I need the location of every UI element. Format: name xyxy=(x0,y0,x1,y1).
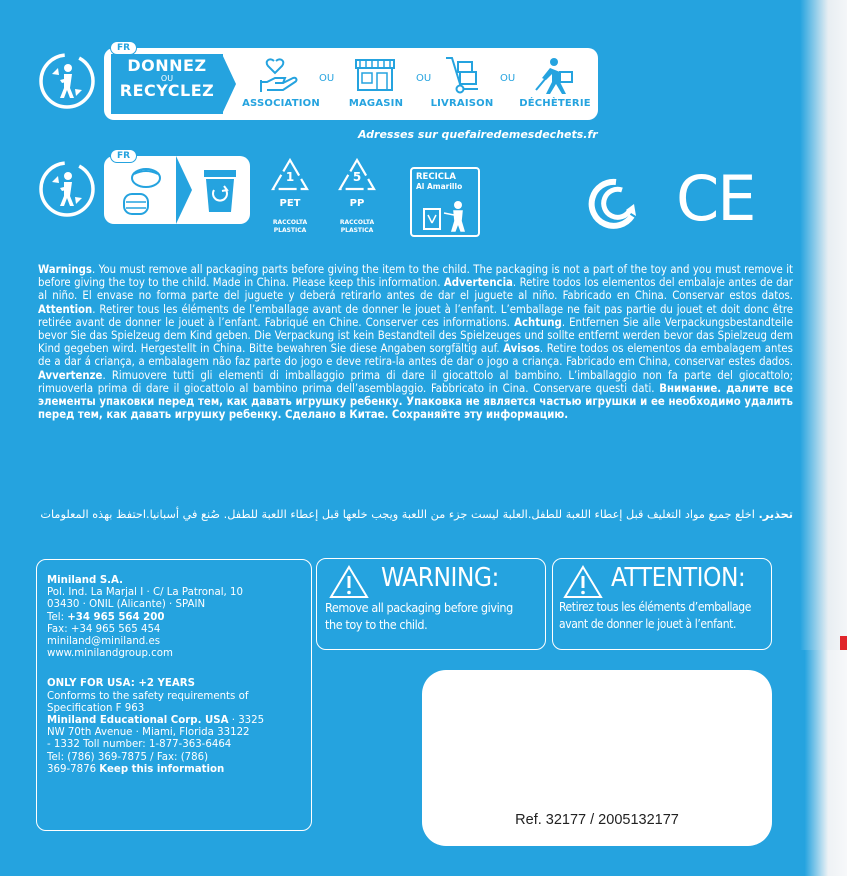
web-line: www.minilandgroup.com xyxy=(47,648,173,660)
attention-line: Retirez tous les éléments d’emballage xyxy=(559,600,751,614)
fr-tag: FR xyxy=(110,149,137,163)
warning-title-fr: Attention xyxy=(38,302,93,316)
warning-text-pt: . Retire todos os elementos da embalagem antes de a dar á criança, a embalagem não faz parte do jogo e deve retira-la antes de dar o jogo a criança. Fabricado em China, conservar estes dados. xyxy=(38,342,793,369)
tel-label: Tel: xyxy=(47,611,68,623)
sorting-box xyxy=(104,151,250,224)
address-line: 03430 · ONIL (Alicante) · SPAIN xyxy=(47,599,206,611)
warning-text-it: . Rimuovere tutti gli elementi di imballaggio prima di dare il giocattolo al bambino. L’imballaggio non fa parte del giocattolo; rimuoverla prima di dare il giocattolo al bambino prima dell’asemblaggio. Fabbricato in Cina. Conservare questi dati. xyxy=(38,368,793,395)
usa-keep: Keep this information xyxy=(99,763,225,775)
warning-title-es: Advertencia xyxy=(443,276,513,290)
warning-text-es: . Retire todos los elementos del embalaje antes de dar al niño. El envase no forma parte del juguete y deberá retirarlo antes de dar el juguete al niño. Fabricado en China. Conservar estos datos. xyxy=(38,276,793,303)
attention-box xyxy=(552,558,772,650)
warnings-paragraph xyxy=(38,263,793,421)
warning-body xyxy=(325,599,545,633)
pet-number: 1 xyxy=(285,170,295,184)
option-label: MAGASIN xyxy=(348,98,404,109)
attention-body xyxy=(559,599,771,633)
pp-label: PP xyxy=(349,198,365,209)
warning-line: Remove all packaging before giving xyxy=(325,600,513,615)
pet-label: PET xyxy=(279,198,301,209)
recycling-center-icon xyxy=(532,54,576,96)
recyclez-text: RECYCLEZ xyxy=(119,81,215,101)
company-name: Miniland S.A. xyxy=(47,575,123,586)
arrow-shape-icon xyxy=(222,54,238,114)
warning-text-fr: . Retirer tous les éléments de l’emballage avant de donner le jouet à l’enfant. L’emballage ne fait pas partie du jouet et doit donc être retirée avant de donner le jouet à l’enfant. Fabriqué en Chine. Conserver ces informations. xyxy=(38,302,793,329)
option-label: DÉCHÈTERIE xyxy=(519,98,591,109)
barcode-label-area xyxy=(422,670,772,846)
attention-line: avant de donner le jouet à l’enfant. xyxy=(559,617,736,631)
recicla-line2: Al Amarillo xyxy=(416,182,463,191)
ou-separator: OU xyxy=(416,73,432,84)
usa-line: - 1332 Toll number: 1-877-363-6464 xyxy=(47,739,232,751)
pet-sub2: PLASTICA xyxy=(273,227,307,234)
recicla-line1: RECICLA xyxy=(416,172,456,182)
adresses-text: Adresses sur quefairedemesdechets.fr xyxy=(358,128,598,141)
person-bin-icon xyxy=(422,199,472,233)
warning-triangle-icon xyxy=(563,565,603,599)
ce-mark: CE xyxy=(676,162,755,235)
usa-title: ONLY FOR USA: +2 YEARS xyxy=(47,678,195,690)
shop-icon xyxy=(352,56,398,94)
ou-separator: OU xyxy=(319,73,335,84)
usa-line: Conforms to the safety requirements of xyxy=(47,690,249,702)
email-line: miniland@miniland.es xyxy=(47,636,161,648)
warning-box xyxy=(316,558,546,650)
warning-title-en: Warnings xyxy=(38,263,92,276)
warning-title-it: Avvertenze xyxy=(38,368,103,382)
usa-company: Miniland Educational Corp. USA xyxy=(47,715,229,727)
product-edge xyxy=(800,0,847,876)
recycling-bin-icon xyxy=(200,166,240,216)
usa-line: Tel: (786) 369-7875 / Fax: (786) xyxy=(47,751,209,763)
hand-heart-icon xyxy=(259,56,301,94)
recycling-symbol-icon xyxy=(582,176,640,230)
warning-text-ru: далите все элементы упаковки перед тем, как давать игрушку ребенку. Упаковка не является частью игрушки и ее необходимо удалить перед тем, как давать игрушку ребенку. Сделано в Китае. Сохраняйте эту информацию. xyxy=(38,381,793,422)
usa-line: 369-7876 xyxy=(47,763,100,775)
recicla-badge xyxy=(410,167,480,237)
pp-sub1: RACCOLTA xyxy=(339,219,375,226)
tel-number: +34 965 564 200 xyxy=(67,611,165,623)
option-label: ASSOCIATION xyxy=(242,98,320,109)
triman-logo-icon xyxy=(38,160,96,218)
pp-sub2: PLASTICA xyxy=(340,227,374,234)
donnez-recyclez-label xyxy=(111,54,223,114)
reference-number: Ref. 32177 / 2005132177 xyxy=(515,812,679,828)
pet-sub1: RACCOLTA xyxy=(272,219,308,226)
warning-arabic xyxy=(38,507,793,522)
donnez-recyclez-box xyxy=(104,43,598,120)
usa-line: Specification F 963 xyxy=(47,702,145,714)
warning-text-de: . Entfernen Sie alle Verpackungsbestandteile bevor Sie das Spielzeug dem Kind geben. Die Verpackung ist kein Bestandteil des Spielzeuges und sollte entfernt werden bevor das Spielzeug dem Kind gegeben wird. Hergestellt in China. Bitte bewahren Sie diese Angaben sorgfältig auf. xyxy=(38,315,793,356)
delivery-icon xyxy=(442,54,482,96)
warning-text-en: . You must remove all packaging parts before giving the item to the child. The packaging is not a part of the toy and you must remove it before giving the toy to the child. Made in China. Please keep this information. xyxy=(38,263,793,290)
edge-shading xyxy=(800,650,847,876)
usa-line: · 3325 xyxy=(228,715,265,727)
attention-title: ATTENTION: xyxy=(611,563,746,593)
triman-logo-icon xyxy=(38,52,96,110)
contact-info xyxy=(47,575,309,776)
warning-line: the toy to the child. xyxy=(325,617,428,632)
address-line: Pol. Ind. La Marjal I · C/ La Patronal, 10 xyxy=(47,587,243,599)
warning-title: WARNING: xyxy=(381,563,499,593)
ou-separator: OU xyxy=(500,73,516,84)
warning-triangle-icon xyxy=(329,565,369,599)
warning-title-ru: Внимание. xyxy=(659,381,722,395)
warning-title-pt: Avisos xyxy=(503,342,540,356)
pp-number: 5 xyxy=(352,170,362,184)
donnez-text: DONNEZ xyxy=(127,56,207,75)
warning-title-ar: تحذير. xyxy=(758,508,793,521)
packaging-parts-icon xyxy=(114,164,174,218)
option-label: LIVRAISON xyxy=(430,98,494,109)
usa-line: NW 70th Avenue · Miami, Florida 33122 xyxy=(47,727,250,739)
arrow-shape-icon xyxy=(176,156,194,224)
fax-line: Fax: +34 965 565 454 xyxy=(47,623,161,635)
ou-text: OU xyxy=(160,73,174,83)
warning-title-de: Achtung xyxy=(514,315,562,329)
fr-tag: FR xyxy=(110,41,137,55)
warning-text-ar: اخلع جميع مواد التغليف قبل إعطاء اللعبة للطفل.العلبة ليست جزء من اللعبة ويجب خلعها قبل إعطاء اللعبة للطفل. صُنع في أسبانيا.احتفظ بهذه المعلومات xyxy=(40,508,759,521)
